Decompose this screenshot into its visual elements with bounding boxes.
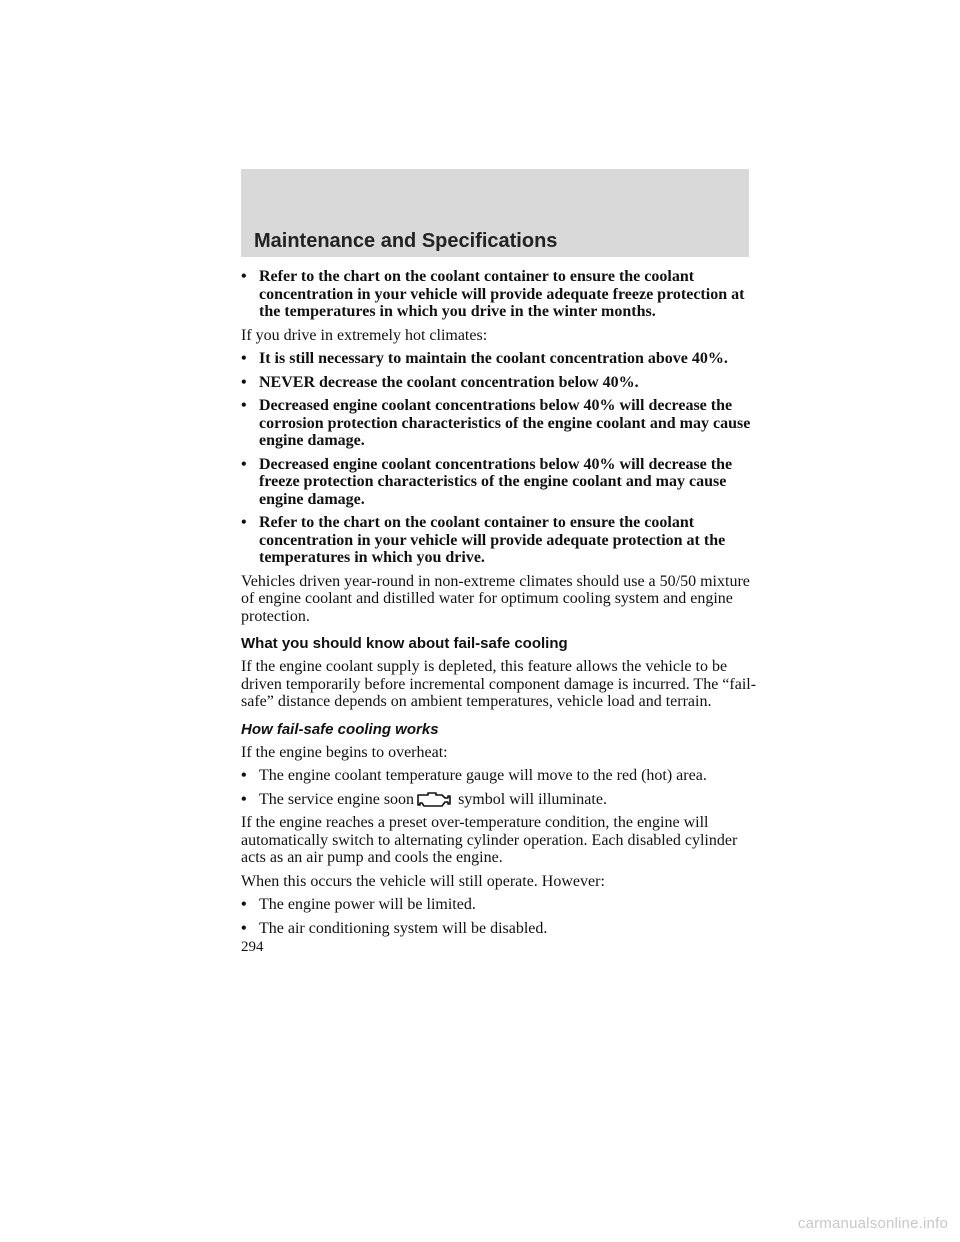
bullet-text: symbol will illuminate. <box>458 790 607 808</box>
paragraph: If the engine begins to overheat: <box>241 743 448 761</box>
section-header <box>241 169 749 257</box>
bullet-item: • It is still necessary to maintain the coolant concentration above 40%. <box>241 350 761 368</box>
page-content <box>241 268 761 957</box>
subheading-italic: How fail-safe cooling works <box>241 720 439 738</box>
bullet-item-with-icon <box>241 791 761 809</box>
bullet-item: • NEVER decrease the coolant concentration below 40%. <box>241 374 761 392</box>
paragraph: When this occurs the vehicle will still operate. However: <box>241 872 605 890</box>
bullet-item: • Decreased engine coolant concentrations below 40% will decrease the freeze protection characteristics of the engine coolant and may cause engine damage. <box>241 456 761 509</box>
bullet-item: • Refer to the chart on the coolant container to ensure the coolant concentration in your vehicle will provide adequate protection at the temperatures in which you drive. <box>241 514 761 567</box>
bullet-item: • Refer to the chart on the coolant container to ensure the coolant concentration in your vehicle will provide adequate freeze protection at the temperatures in which you drive in the winter months. <box>241 268 761 321</box>
bullet-item: • The air conditioning system will be disabled. <box>241 920 761 938</box>
section-title: Maintenance and Specifications <box>254 230 558 252</box>
subheading: What you should know about fail-safe cooling <box>241 635 568 652</box>
engine-icon <box>414 791 458 807</box>
bullet-item: • The engine power will be limited. <box>241 896 761 914</box>
paragraph: If you drive in extremely hot climates: <box>241 326 488 344</box>
bullet-item: • Decreased engine coolant concentrations below 40% will decrease the corrosion protection characteristics of the engine coolant and may cause engine damage. <box>241 397 761 450</box>
paragraph: Vehicles driven year-round in non-extreme climates should use a 50/50 mixture of engine coolant and distilled water for optimum cooling system and engine protection. <box>241 572 750 625</box>
paragraph: If the engine reaches a preset over-temperature condition, the engine will automatically switch to alternating cylinder operation. Each disabled cylinder acts as an air pump and cools the engine. <box>241 814 738 866</box>
page-number: 294 <box>241 939 264 955</box>
watermark: carmanualsonline.info <box>797 1215 948 1232</box>
paragraph: If the engine coolant supply is depleted, this feature allows the vehicle to be driven temporarily before incremental component damage is incurred. The “fail-safe” distance depends on ambient temperatures, vehicle load and terrain. <box>241 658 757 710</box>
bullet-text: The service engine soon <box>259 790 415 808</box>
bullet-item: • The engine coolant temperature gauge will move to the red (hot) area. <box>241 767 761 785</box>
